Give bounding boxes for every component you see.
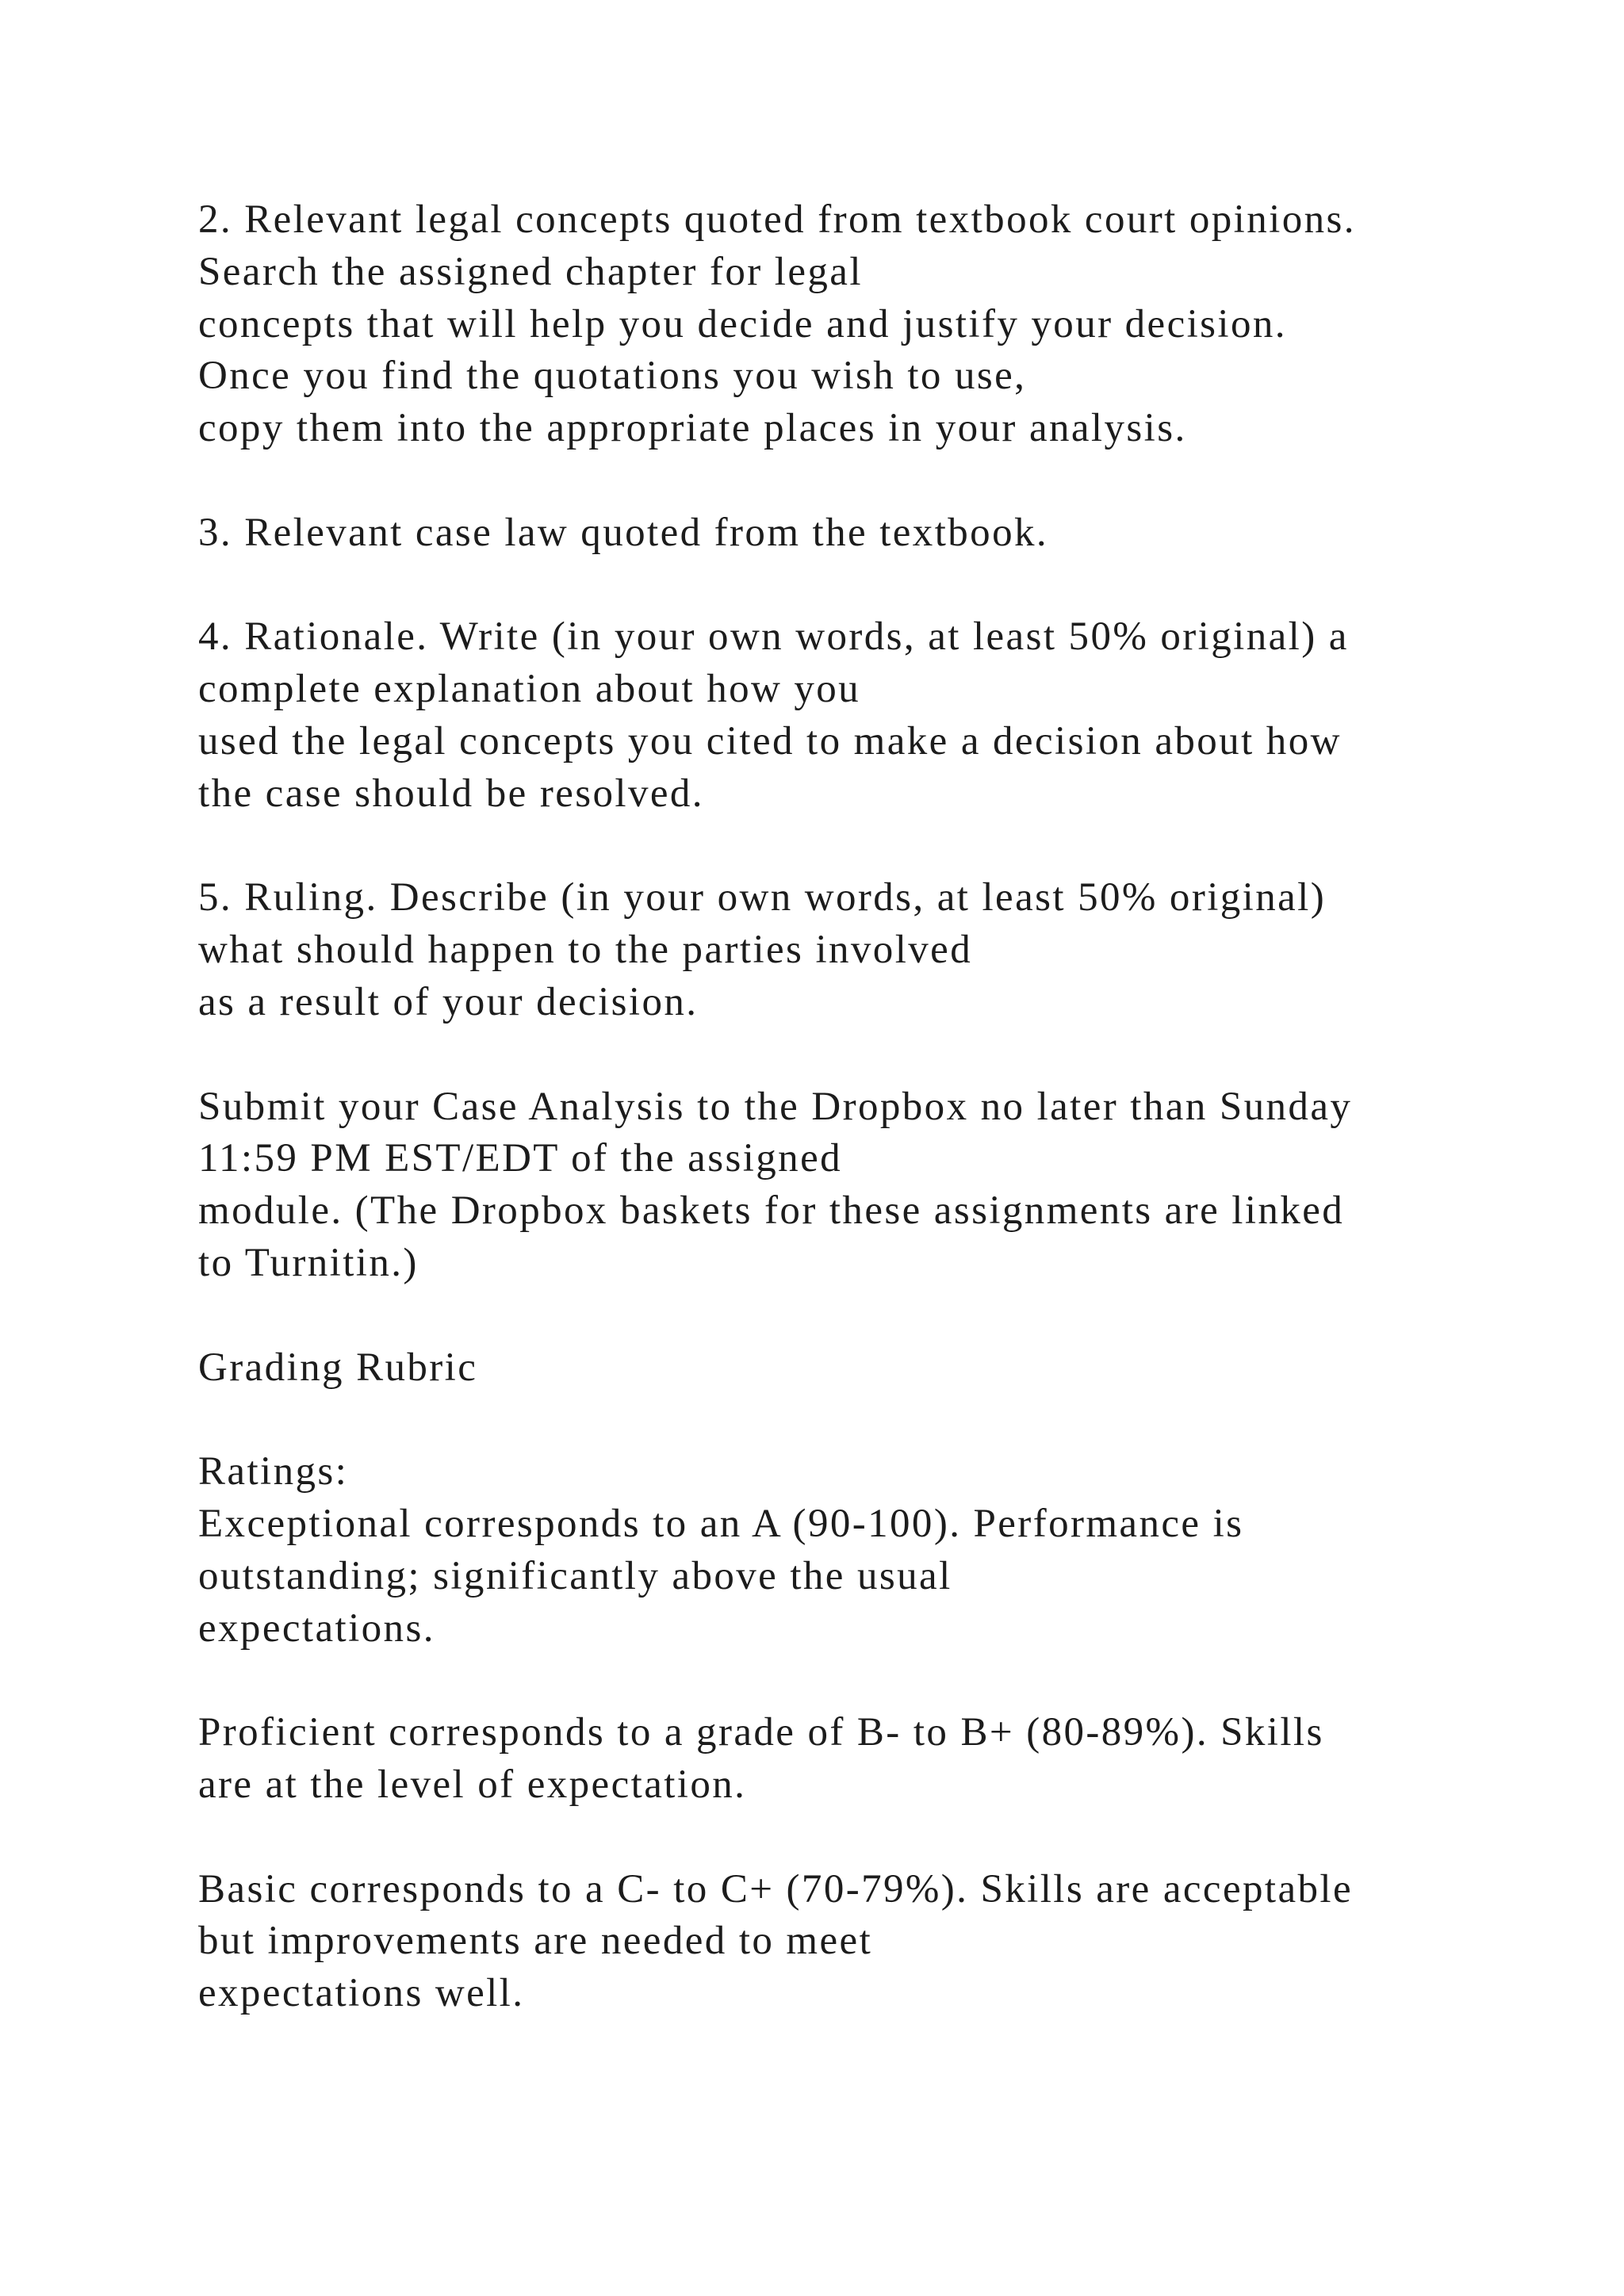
rating-proficient <box>198 1707 1546 1812</box>
text-line: Exceptional corresponds to an A (90-100). Performance is <box>198 1501 1244 1546</box>
section-heading: Grading Rubric <box>198 1345 478 1390</box>
text-line: expectations well. <box>198 1971 525 2016</box>
text-line: 11:59 PM EST/EDT of the assigned <box>198 1136 843 1181</box>
text-line: Submit your Case Analysis to the Dropbox no later than Sunday <box>198 1084 1353 1129</box>
rating-exceptional <box>198 1446 1546 1655</box>
text-line: Once you find the quotations you wish to use, <box>198 354 1027 399</box>
item-5-ruling <box>198 872 1546 1028</box>
item-3-case-law <box>198 507 1546 560</box>
text-line: as a result of your decision. <box>198 979 699 1024</box>
text-line: to Turnitin.) <box>198 1240 419 1285</box>
text-line: but improvements are needed to meet <box>198 1919 873 1964</box>
rating-basic <box>198 1864 1546 2020</box>
grading-rubric-heading <box>198 1342 1546 1395</box>
text-line: 5. Ruling. Describe (in your own words, at least 50% original) <box>198 875 1327 920</box>
text-line: 2. Relevant legal concepts quoted from textbook court opinions. <box>198 197 1356 242</box>
text-line: outstanding; significantly above the usual <box>198 1553 952 1598</box>
ratings-label: Ratings: <box>198 1449 349 1494</box>
text-line: 4. Rationale. Write (in your own words, at least 50% original) a <box>198 614 1349 660</box>
text-line: 3. Relevant case law quoted from the textbook. <box>198 510 1049 555</box>
text-line: Search the assigned chapter for legal <box>198 249 863 294</box>
submission-instructions <box>198 1081 1546 1290</box>
text-line: Proficient corresponds to a grade of B- to B+ (80-89%). Skills <box>198 1710 1324 1755</box>
text-line: expectations. <box>198 1605 435 1651</box>
text-line: copy them into the appropriate places in your analysis. <box>198 406 1187 451</box>
text-line: the case should be resolved. <box>198 771 704 816</box>
text-line: are at the level of expectation. <box>198 1762 747 1807</box>
text-line: concepts that will help you decide and justify your decision. <box>198 301 1287 346</box>
document-body <box>198 194 1546 2072</box>
text-line: module. (The Dropbox baskets for these assignments are linked <box>198 1188 1345 1234</box>
text-line: complete explanation about how you <box>198 667 861 712</box>
item-4-rationale <box>198 611 1546 820</box>
text-line: used the legal concepts you cited to make a decision about how <box>198 718 1342 763</box>
text-line: Basic corresponds to a C- to C+ (70-79%). Skills are acceptable <box>198 1866 1354 1911</box>
text-line: what should happen to the parties involved <box>198 928 973 973</box>
item-2-legal-concepts <box>198 194 1546 455</box>
